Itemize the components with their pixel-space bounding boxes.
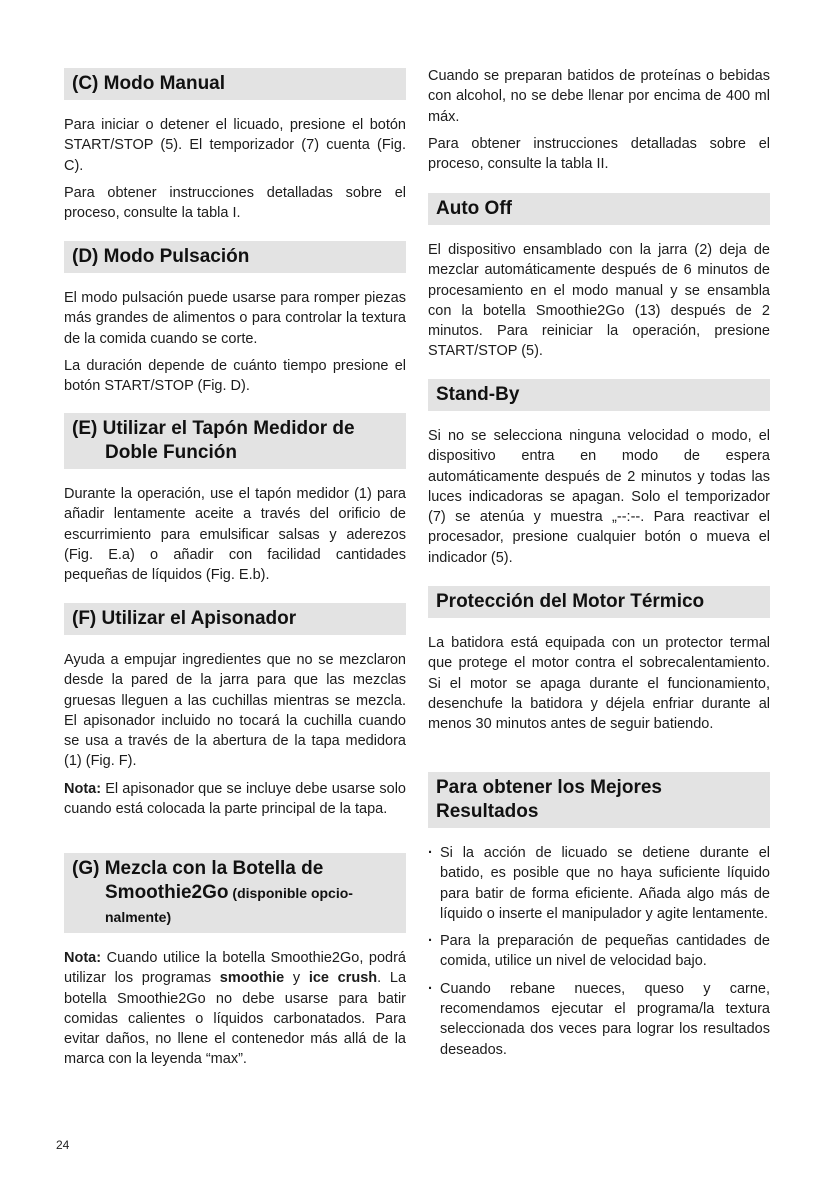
list-item: · Para la preparación de pequeñas cantidades de comida, utilice un nivel de velocidad bajo. xyxy=(428,931,770,972)
paragraph: Durante la operación, use el tapón medidor (1) para añadir lentamente aceite a través del orificio de escurrimiento para emulsificar salsas y aderezos (Fig. E.a) o añadir con facilidad cantidades pequeñas de líquidos (Fig. E.b). xyxy=(64,486,406,584)
paragraph: Para obtener instrucciones detalladas sobre el proceso, consulte la tabla I. xyxy=(64,184,406,222)
section-title-line: (E) Utilizar el Tapón Medidor de xyxy=(72,418,355,439)
paragraph: Si no se selecciona ninguna velocidad o modo, el dispositivo entra en modo de espera automáticamente después de 2 minutos y todas las luces indicadoras se apagan. Solo el temporizador (7) se atenúa y muestra „--:--. Para reactivar el procesador, presione cualquier botón o mueva el indicador (5). xyxy=(428,428,770,566)
section-title: (C) Modo Manual xyxy=(64,68,406,100)
section-title-line: Doble Función xyxy=(105,442,237,463)
note-paragraph xyxy=(64,779,406,820)
page-number: 24 xyxy=(56,1138,70,1152)
note-text: El apisonador que se incluye debe usarse solo cuando está colocada la parte principal de la tapa. xyxy=(64,780,406,818)
section-d-modo-pulsacion xyxy=(64,241,406,403)
text: . La botella Smoothie2Go no debe usarse para batir comidas calientes o líquidos carbonatados. Para evitar daños, no llene el contenedor más allá de la marca con la leyenda “max”. xyxy=(64,970,407,1068)
section-title: (F) Utilizar el Apisonador xyxy=(64,603,406,635)
section-title-note: (disponible opcio- xyxy=(228,885,353,901)
paragraph: El dispositivo ensamblado con la jarra (2) deja de mezclar automáticamente después de 6 minutos de procesamiento en el modo manual y se ensambla con la botella Smoothie2Go (13) después de 2 minutos. Para reiniciar la operación, presione START/STOP (5). xyxy=(428,242,770,360)
section-mejores-resultados xyxy=(428,772,770,1067)
section-title xyxy=(428,772,770,828)
text: y xyxy=(284,970,309,987)
section-auto-off xyxy=(428,193,770,369)
section-title-line: Resultados xyxy=(436,801,539,822)
section-title: Auto Off xyxy=(428,193,770,225)
text: Cuando utilice la botella Smoothie2Go, podrá utilizar los programas xyxy=(64,950,406,987)
section-title-line: nalmente) xyxy=(105,909,172,925)
section-title-line xyxy=(72,881,398,905)
note-label: Nota: xyxy=(64,950,102,966)
paragraph: La batidora está equipada con un protector termal que protege el motor contra el sobrecalentamiento. Si el motor se apaga durante el funcionamiento, desenchufe la batidora y déjela enfriar durante al menos 30 minutos antes de seguir batiendo. xyxy=(428,635,770,733)
section-c-modo-manual xyxy=(64,68,406,230)
section-title xyxy=(64,853,406,933)
section-title: Protección del Motor Térmico xyxy=(428,586,770,618)
paragraph: La duración depende de cuánto tiempo presione el botón START/STOP (Fig. D). xyxy=(64,357,406,395)
paragraph: El modo pulsación puede usarse para romper piezas más grandes de alimentos o para controlar la textura de la comida cuando se corte. xyxy=(64,290,406,347)
section-title xyxy=(64,413,406,469)
list-item: · Si la acción de licuado se detiene durante el batido, es posible que no haya suficiente líquido para batir de forma eficiente. Añada algo más de líquido o inserte el manipulador y agite lentamente. xyxy=(428,843,770,924)
list-item: · Cuando rebane nueces, queso y carne, recomendamos ejecutar el programa/la textura seleccionada dos veces para lograr los resultados deseados. xyxy=(428,979,770,1060)
bold-text: smoothie xyxy=(219,970,285,987)
section-stand-by xyxy=(428,379,770,575)
section-e-tapon-medidor xyxy=(64,413,406,592)
section-f-apisonador xyxy=(64,603,406,826)
paragraph: Ayuda a empujar ingredientes que no se mezclaron desde la pared de la jarra para que las mezclas gruesas lleguen a las cuchillas mientras se mezcla. El apisonador incluido no tocará la cuchilla cuando se usa a través de la abertura de la tapa medidora (1) (Fig. F). xyxy=(64,652,406,770)
section-title: Stand-By xyxy=(428,379,770,411)
section-title: (D) Modo Pulsación xyxy=(64,241,406,273)
bold-text: ice crush xyxy=(308,970,378,987)
section-title-line: (G) Mezcla con la Botella de xyxy=(72,858,324,879)
tips-list xyxy=(428,843,770,1060)
section-proteccion-motor xyxy=(428,586,770,741)
paragraph: Para iniciar o detener el licuado, presione el botón START/STOP (5). El temporizador (7) cuenta (Fig. C). xyxy=(64,117,406,174)
note-paragraph xyxy=(64,948,406,1070)
section-title-line: Para obtener los Mejores xyxy=(436,777,662,798)
section-continuation xyxy=(428,66,770,181)
section-g-botella-smoothie2go xyxy=(64,853,406,1077)
section-title-part: Smoothie2Go xyxy=(105,882,229,903)
paragraph: Cuando se preparan batidos de proteínas o bebidas con alcohol, no se debe llenar por encima de 400 ml máx. xyxy=(428,68,770,125)
paragraph: Para obtener instrucciones detalladas sobre el proceso, consulte la tabla II. xyxy=(428,135,770,173)
note-label: Nota: xyxy=(64,780,102,797)
